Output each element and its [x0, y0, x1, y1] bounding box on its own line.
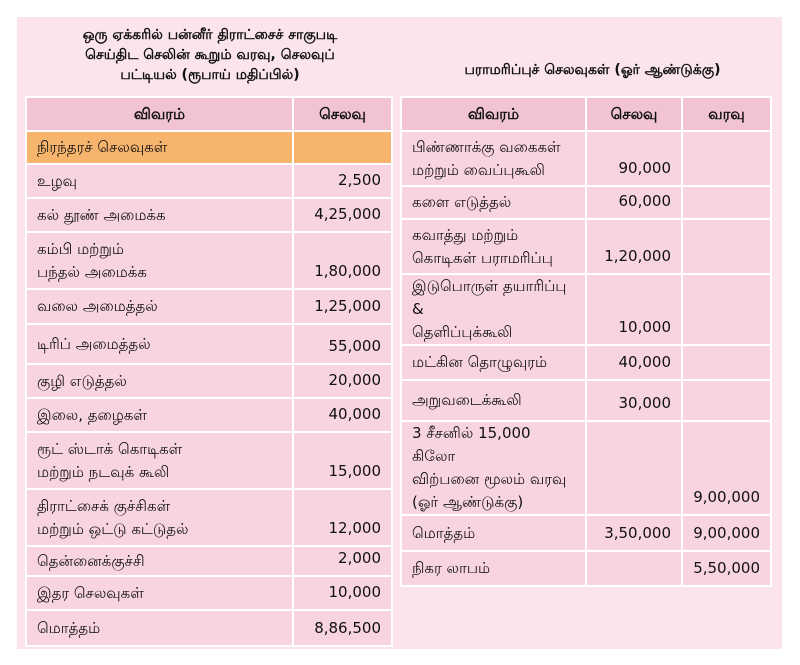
cell-item: இதர செலவுகள் — [26, 576, 293, 610]
table-row — [26, 364, 392, 398]
table-row — [26, 164, 392, 198]
table-row — [26, 546, 392, 576]
cell-cost: 1,80,000 — [293, 232, 392, 289]
cell-item: கல் தூண் அமைக்க — [26, 198, 293, 232]
cell-item: குழி எடுத்தல் — [26, 364, 293, 398]
permanent-costs-table — [25, 96, 393, 647]
cell-income — [682, 219, 771, 274]
table-row — [401, 131, 771, 186]
table-row — [26, 131, 392, 164]
column-header-item: விவரம் — [26, 97, 293, 131]
cell-item: இலை, தழைகள் — [26, 398, 293, 432]
table-row — [401, 274, 771, 345]
cell-item: டிரிப் அமைத்தல் — [26, 324, 293, 364]
cell-cost: 40,000 — [586, 345, 682, 380]
cell-item: மட்கின தொழுவுரம் — [401, 345, 586, 380]
left-title-line-2: செய்திட செலின் கூறும் வரவு, செலவுப் — [85, 47, 335, 63]
cell-item: தென்னைக்குச்சி — [26, 546, 293, 576]
table-row — [401, 421, 771, 515]
table-row — [26, 432, 392, 489]
cell-cost: 10,000 — [586, 274, 682, 345]
table-row — [401, 380, 771, 421]
cell-cost: 1,25,000 — [293, 289, 392, 324]
column-header-item: விவரம் — [401, 97, 586, 131]
right-table-title: பராமரிப்புச் செலவுகள் (ஓர் ஆண்டுக்கு) — [464, 62, 721, 78]
table-row — [26, 576, 392, 610]
left-title-line-3: பட்டியல் (ரூபாய் மதிப்பில்) — [120, 67, 300, 83]
cell-cost: 4,25,000 — [293, 198, 392, 232]
table-row — [26, 489, 392, 546]
table-row — [26, 289, 392, 324]
cell-cost: 40,000 — [293, 398, 392, 432]
table-row — [26, 610, 392, 646]
cell-cost — [586, 421, 682, 515]
cell-income — [682, 345, 771, 380]
cell-cost: 8,86,500 — [293, 610, 392, 646]
cell-cost: 12,000 — [293, 489, 392, 546]
left-table-title — [30, 25, 390, 85]
column-header-cost: செலவு — [293, 97, 392, 131]
cell-item: களை எடுத்தல் — [401, 186, 586, 219]
cell-item: அறுவடைக்கூலி — [401, 380, 586, 421]
cell-income — [682, 186, 771, 219]
table-header-row — [26, 97, 392, 131]
cell-item: கம்பி மற்றும் பந்தல் அமைக்க — [26, 232, 293, 289]
cell-item: திராட்சைக் குச்சிகள் மற்றும் ஒட்டு கட்டுதல் — [26, 489, 293, 546]
table-row — [401, 345, 771, 380]
cell-income — [682, 274, 771, 345]
cell-cost: 2,500 — [293, 164, 392, 198]
cell-item: இடுபொருள் தயாரிப்பு & தெளிப்புக்கூலி — [401, 274, 586, 345]
left-title-line-1: ஒரு ஏக்கரில் பன்னீர் திராட்சைச் சாகுபடி — [82, 27, 338, 43]
maintenance-costs-table — [400, 96, 772, 587]
cell-cost: 15,000 — [293, 432, 392, 489]
column-header-income: வரவு — [682, 97, 771, 131]
cell-cost: 55,000 — [293, 324, 392, 364]
cell-cost — [293, 131, 392, 164]
cell-item: 3 சீசனில் 15,000 கிலோ விற்பனை மூலம் வரவு (ஓர் ஆண்டுக்கு) — [401, 421, 586, 515]
cell-cost: 90,000 — [586, 131, 682, 186]
table-row — [401, 186, 771, 219]
cell-cost: 1,20,000 — [586, 219, 682, 274]
table-row — [401, 515, 771, 551]
cell-cost: 30,000 — [586, 380, 682, 421]
cell-item: கவாத்து மற்றும் கொடிகள் பராமரிப்பு — [401, 219, 586, 274]
table-header-row — [401, 97, 771, 131]
cell-item: ரூட் ஸ்டாக் கொடிகள் மற்றும் நடவுக் கூலி — [26, 432, 293, 489]
cell-cost: 2,000 — [293, 546, 392, 576]
cell-income: 9,00,000 — [682, 421, 771, 515]
cell-item: உழவு — [26, 164, 293, 198]
cell-item: பிண்ணாக்கு வகைகள் மற்றும் வைப்புகூலி — [401, 131, 586, 186]
cell-cost — [586, 551, 682, 586]
cell-item: மொத்தம் — [26, 610, 293, 646]
cell-cost: 10,000 — [293, 576, 392, 610]
cell-income: 9,00,000 — [682, 515, 771, 551]
cell-item: வலை அமைத்தல் — [26, 289, 293, 324]
cell-cost: 20,000 — [293, 364, 392, 398]
cell-income — [682, 131, 771, 186]
table-row — [401, 219, 771, 274]
cell-income: 5,50,000 — [682, 551, 771, 586]
table-row — [26, 232, 392, 289]
column-header-cost: செலவு — [586, 97, 682, 131]
table-row — [26, 198, 392, 232]
cell-income — [682, 380, 771, 421]
table-row — [26, 398, 392, 432]
cell-item: மொத்தம் — [401, 515, 586, 551]
cell-item: நிகர லாபம் — [401, 551, 586, 586]
table-row — [401, 551, 771, 586]
cell-cost: 60,000 — [586, 186, 682, 219]
cell-item: நிரந்தரச் செலவுகள் — [26, 131, 293, 164]
cell-cost: 3,50,000 — [586, 515, 682, 551]
table-row — [26, 324, 392, 364]
